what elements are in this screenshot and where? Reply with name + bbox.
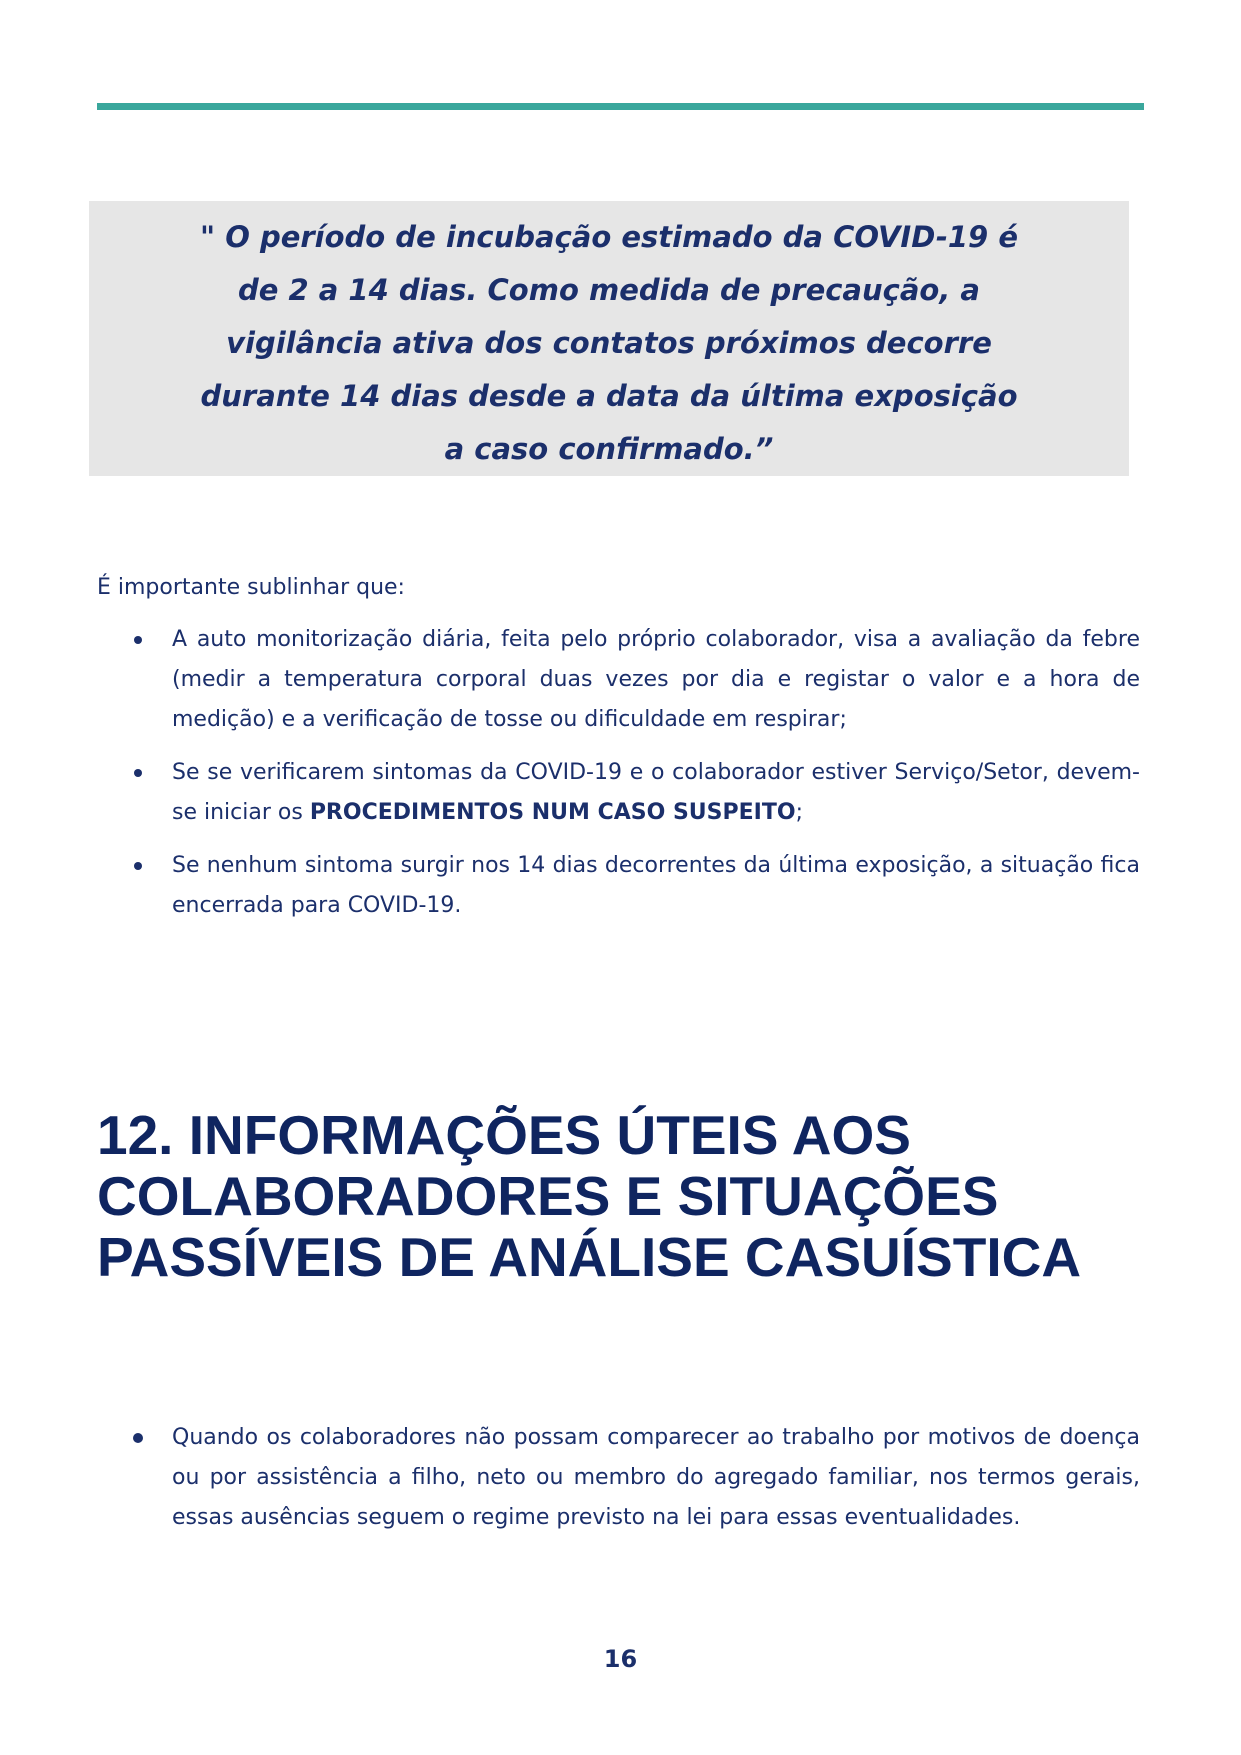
- bullet-list: [97, 620, 1140, 939]
- section-title-line: 12. INFORMAÇÕES ÚTEIS AOS: [97, 1104, 911, 1166]
- section-bullet-list: [97, 1418, 1140, 1551]
- bullet-icon: [133, 1433, 143, 1443]
- list-item-text: ;: [795, 800, 803, 825]
- bullet-icon: [134, 636, 142, 644]
- section-title-line: COLABORADORES E SITUAÇÕES: [97, 1165, 999, 1227]
- quote-line: vigilância ativa dos contatos próximos decorre: [226, 326, 992, 360]
- list-item-bold-text: PROCEDIMENTOS NUM CASO SUSPEITO: [309, 800, 796, 825]
- top-accent-rule: [97, 103, 1144, 110]
- list-item-text: Se nenhum sintoma surgir nos 14 dias decorrentes da última exposição, a situação fica encerrada para COVID-19.: [172, 853, 1140, 918]
- bullet-icon: [134, 769, 142, 777]
- list-item: [97, 846, 1140, 926]
- quote-line: " O período de incubação estimado da COVID-19 é: [199, 220, 1018, 254]
- quote-text: [89, 211, 1129, 476]
- bullet-icon: [134, 862, 142, 870]
- section-title-line: PASSÍVEIS DE ANÁLISE CASUÍSTICA: [97, 1226, 1082, 1288]
- list-item: [97, 620, 1140, 740]
- quote-line: durante 14 dias desde a data da última exposição: [200, 379, 1018, 413]
- section-title: [97, 1105, 1157, 1288]
- page-number: 16: [603, 1645, 638, 1673]
- list-item-text: A auto monitorização diária, feita pelo próprio colaborador, visa a avaliação da febre (medir a temperatura corporal duas vezes por dia e registar o valor e a hora de medição) e a verificação de tosse ou dificuldade em respirar;: [172, 627, 1140, 732]
- list-item-text: Se se verificarem sintomas da COVID-19 e o colaborador estiver Serviço/Setor, devem-se iniciar os: [172, 760, 1140, 825]
- quote-line: a caso confirmado.”: [444, 432, 774, 466]
- quote-box: [89, 201, 1129, 476]
- quote-line: de 2 a 14 dias. Como medida de precaução, a: [237, 273, 981, 307]
- list-item: [97, 753, 1140, 833]
- list-item-text: Quando os colaboradores não possam comparecer ao trabalho por motivos de doença ou por assistência a filho, neto ou membro do agregado familiar, nos termos gerais, essas ausências seguem o regime previsto na lei para essas eventualidades.: [172, 1425, 1140, 1530]
- intro-paragraph: É importante sublinhar que:: [97, 575, 405, 600]
- list-item: [97, 1418, 1140, 1538]
